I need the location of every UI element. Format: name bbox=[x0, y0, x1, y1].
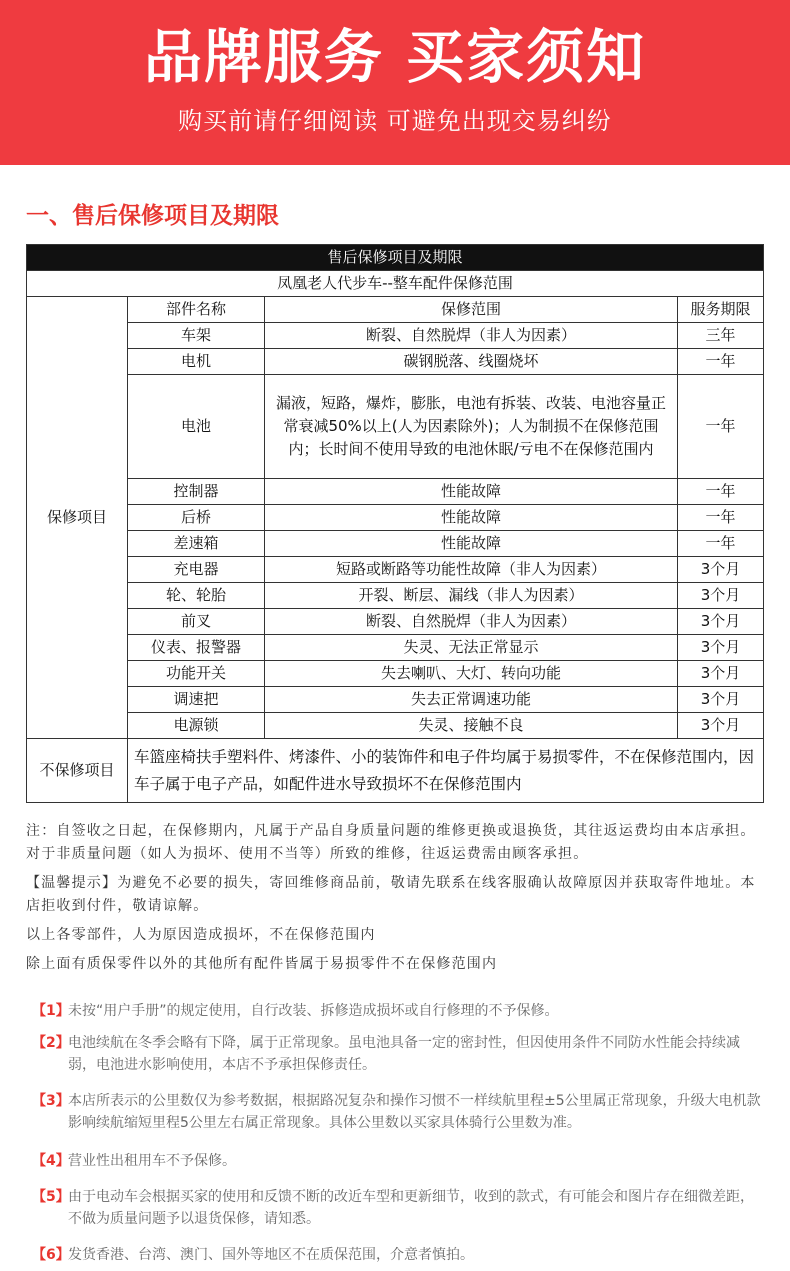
list-item bbox=[26, 1186, 764, 1230]
table-row bbox=[27, 661, 764, 687]
table-row bbox=[27, 687, 764, 713]
list-item bbox=[26, 1032, 764, 1076]
part-cell: 控制器 bbox=[128, 479, 265, 505]
part-cell: 调速把 bbox=[128, 687, 265, 713]
scope-cell: 失灵、无法正常显示 bbox=[265, 635, 678, 661]
banner-subtitle: 购买前请仔细阅读 可避免出现交易纠纷 bbox=[178, 107, 612, 135]
table-row bbox=[27, 583, 764, 609]
part-cell: 车架 bbox=[128, 323, 265, 349]
part-cell: 前叉 bbox=[128, 609, 265, 635]
table-row bbox=[27, 609, 764, 635]
rule-text: 发货香港、台湾、澳门、国外等地区不在质保范围，介意者慎拍。 bbox=[68, 1247, 474, 1263]
rule-number: 【4】 bbox=[32, 1153, 70, 1169]
period-cell: 三年 bbox=[678, 323, 764, 349]
part-cell: 仪表、报警器 bbox=[128, 635, 265, 661]
scope-cell: 性能故障 bbox=[265, 505, 678, 531]
banner-title: 品牌服务 买家须知 bbox=[143, 23, 647, 91]
table-row bbox=[27, 479, 764, 505]
exclude-text: 车篮座椅扶手塑料件、烤漆件、小的装饰件和电子件均属于易损零件，不在保修范围内，因车子属于电子产品，如配件进水导致损坏不在保修范围内 bbox=[128, 739, 764, 803]
scope-cell: 漏液，短路，爆炸，膨胀，电池有拆装、改装、电池容量正常衰减50%以上(人为因素除外)；人为制损不在保修范围内；长时间不使用导致的电池休眠/亏电不在保修范围内 bbox=[265, 375, 678, 479]
shipping-note: 注：自签收之日起，在保修期内，凡属于产品自身质量问题的维修更换或退换货，其往返运费均由本店承担。对于非质量问题（如人为损坏、使用不当等）所致的维修，往返运费需由顾客承担。 bbox=[26, 823, 756, 862]
part-cell: 差速箱 bbox=[128, 531, 265, 557]
rule-number: 【2】 bbox=[32, 1035, 70, 1051]
rule-number: 【5】 bbox=[32, 1189, 70, 1205]
scope-cell: 性能故障 bbox=[265, 479, 678, 505]
table-row bbox=[27, 713, 764, 739]
list-item bbox=[26, 1244, 764, 1266]
table-row bbox=[27, 323, 764, 349]
exclude-label: 不保修项目 bbox=[27, 739, 128, 803]
period-cell: 3个月 bbox=[678, 635, 764, 661]
period-cell: 3个月 bbox=[678, 687, 764, 713]
scope-cell: 开裂、断层、漏线（非人为因素） bbox=[265, 583, 678, 609]
header-scope: 保修范围 bbox=[265, 297, 678, 323]
scope-cell: 失灵、接触不良 bbox=[265, 713, 678, 739]
period-cell: 3个月 bbox=[678, 661, 764, 687]
table-row bbox=[27, 635, 764, 661]
rules-list bbox=[26, 1000, 764, 1266]
part-cell: 电源锁 bbox=[128, 713, 265, 739]
table-title-row bbox=[27, 245, 764, 271]
period-cell: 3个月 bbox=[678, 609, 764, 635]
rule-number: 【3】 bbox=[32, 1093, 70, 1109]
period-cell: 一年 bbox=[678, 349, 764, 375]
scope-cell: 失去喇叭、大灯、转向功能 bbox=[265, 661, 678, 687]
list-item bbox=[26, 1000, 764, 1022]
part-cell: 电机 bbox=[128, 349, 265, 375]
scope-cell: 碳钢脱落、线圈烧坏 bbox=[265, 349, 678, 375]
header-banner bbox=[0, 0, 790, 165]
table-row bbox=[27, 349, 764, 375]
wear-parts-note: 除上面有质保零件以外的其他所有配件皆属于易损零件不在保修范围内 bbox=[26, 956, 498, 972]
warm-tip: 【温馨提示】为避免不必要的损失，寄回维修商品前，敬请先联系在线客服确认故障原因并获取寄件地址。本店拒收到付件，敬请谅解。 bbox=[26, 875, 756, 914]
part-cell: 电池 bbox=[128, 375, 265, 479]
period-cell: 3个月 bbox=[678, 583, 764, 609]
warranty-table bbox=[26, 244, 764, 803]
damage-note: 以上各零部件，人为原因造成损坏，不在保修范围内 bbox=[26, 927, 376, 943]
rule-number: 【6】 bbox=[32, 1247, 70, 1263]
list-item bbox=[26, 1150, 764, 1172]
scope-cell: 断裂、自然脱焊（非人为因素） bbox=[265, 323, 678, 349]
period-cell: 3个月 bbox=[678, 713, 764, 739]
part-cell: 后桥 bbox=[128, 505, 265, 531]
table-subtitle: 凤凰老人代步车--整车配件保修范围 bbox=[27, 271, 764, 297]
part-cell: 轮、轮胎 bbox=[128, 583, 265, 609]
rule-text: 电池续航在冬季会略有下降，属于正常现象。虽电池具备一定的密封性，但因使用条件不同防水性能会持续减弱，电池进水影响使用，本店不予承担保修责任。 bbox=[68, 1035, 740, 1073]
table-title: 售后保修项目及期限 bbox=[27, 245, 764, 271]
rule-text: 由于电动车会根据买家的使用和反馈不断的改近车型和更新细节，收到的款式，有可能会和图片存在细微差距，不做为质量问题予以退货保修，请知悉。 bbox=[68, 1189, 754, 1227]
header-part: 部件名称 bbox=[128, 297, 265, 323]
table-header-row bbox=[27, 297, 764, 323]
rule-text: 未按“用户手册”的规定使用，自行改装、拆修造成损坏或自行修理的不予保修。 bbox=[68, 1003, 559, 1019]
list-item bbox=[26, 1090, 764, 1134]
period-cell: 一年 bbox=[678, 531, 764, 557]
rule-text: 营业性出租用车不予保修。 bbox=[68, 1153, 236, 1169]
period-cell: 3个月 bbox=[678, 557, 764, 583]
section-title: 一、售后保修项目及期限 bbox=[26, 203, 279, 229]
exclude-row bbox=[27, 739, 764, 803]
table-row bbox=[27, 557, 764, 583]
part-cell: 功能开关 bbox=[128, 661, 265, 687]
part-cell: 充电器 bbox=[128, 557, 265, 583]
scope-cell: 失去正常调速功能 bbox=[265, 687, 678, 713]
header-period: 服务期限 bbox=[678, 297, 764, 323]
rule-number: 【1】 bbox=[32, 1003, 70, 1019]
period-cell: 一年 bbox=[678, 375, 764, 479]
notes-section bbox=[26, 820, 764, 977]
table-row bbox=[27, 375, 764, 479]
period-cell: 一年 bbox=[678, 479, 764, 505]
table-row bbox=[27, 505, 764, 531]
table-subtitle-row bbox=[27, 271, 764, 297]
table-row bbox=[27, 531, 764, 557]
period-cell: 一年 bbox=[678, 505, 764, 531]
scope-cell: 短路或断路等功能性故障（非人为因素） bbox=[265, 557, 678, 583]
category-label: 保修项目 bbox=[27, 297, 128, 739]
scope-cell: 断裂、自然脱焊（非人为因素） bbox=[265, 609, 678, 635]
rule-text: 本店所表示的公里数仅为参考数据，根据路况复杂和操作习惯不一样续航里程±5公里属正常现象，升级大电机款影响续航缩短里程5公里左右属正常现象。具体公里数以买家具体骑行公里数为准。 bbox=[68, 1093, 761, 1131]
scope-cell: 性能故障 bbox=[265, 531, 678, 557]
